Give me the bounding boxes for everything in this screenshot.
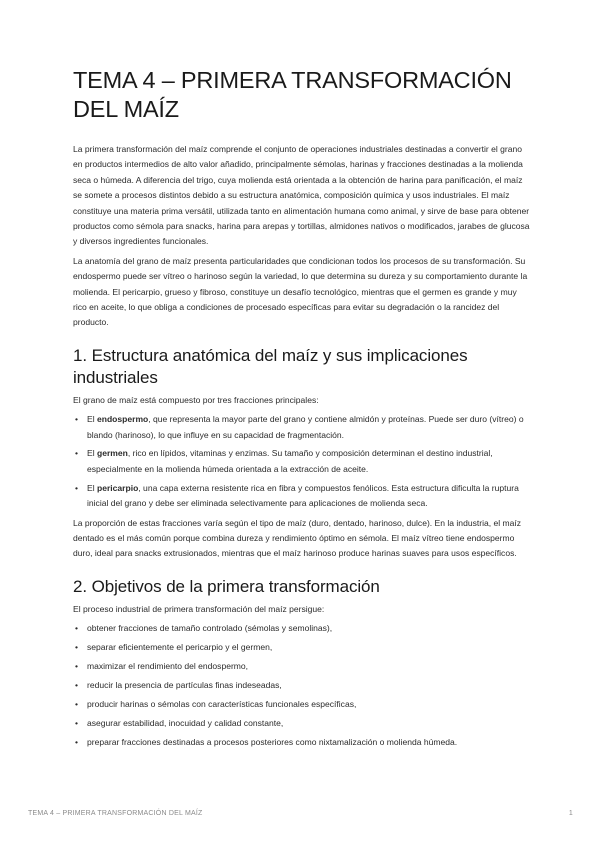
- page-footer: [28, 810, 573, 817]
- section-2-list: [73, 621, 530, 750]
- term-pericarpio: pericarpio: [96, 482, 139, 493]
- intro-paragraph-2: La anatomía del grano de maíz presenta particularidades que condicionan todos los procesos de su transformación. Su endospermo puede ser vítreo o harinoso según la variedad, lo que determina su dureza y su comportamiento durante la molienda. El pericarpio, grueso y fibroso, constituye un desafío tecnológico, mientras que el germen es grande y muy rico en aceite, lo que obliga a condiciones de procesado específicas para evitar su degradación o la rancidez del producto.: [73, 255, 528, 328]
- bullet-icon: •: [75, 737, 78, 748]
- list-item: • producir harinas o sémolas con características funcionales específicas,: [73, 697, 530, 712]
- term-germen: germen: [96, 448, 128, 459]
- list-item-pericarpio: • El pericarpio, una capa externa resistente rica en fibra y compuestos fenólicos. Esta estructura dificulta la ruptura inicial del grano y debe ser eliminada selectivamente para aplicaciones de molienda seca.: [75, 482, 519, 509]
- section-2-heading: 2. Objetivos de la primera transformación: [73, 576, 380, 596]
- section-1-heading: 1. Estructura anatómica del maíz y sus implicaciones industriales: [73, 345, 468, 387]
- list-item: • preparar fracciones destinadas a procesos posteriores como nixtamalización o molienda húmeda.: [73, 735, 530, 750]
- bullet-icon: •: [75, 661, 78, 672]
- footer-title: TEMA 4 – PRIMERA TRANSFORMACIÓN DEL MAÍZ: [28, 810, 203, 817]
- section-1-lead: El grano de maíz está compuesto por tres fracciones principales:: [73, 394, 319, 405]
- bullet-icon: •: [75, 482, 78, 493]
- bullet-icon: •: [75, 718, 78, 729]
- list-item: • obtener fracciones de tamaño controlado (sémolas y semolinas),: [73, 621, 530, 636]
- bullet-icon: •: [75, 448, 78, 459]
- section-1-list: [73, 412, 530, 511]
- bullet-icon: •: [75, 699, 78, 710]
- bullet-icon: •: [75, 414, 78, 425]
- bullet-icon: •: [75, 623, 78, 634]
- page-title: TEMA 4 – PRIMERA TRANSFORMACIÓN DEL MAÍZ: [73, 67, 512, 122]
- page-number: 1: [568, 810, 573, 817]
- list-item-endospermo: • El endospermo, que representa la mayor parte del grano y contiene almidón y proteínas. Puede ser duro (vítreo) o blando (harinoso), lo que influye en su capacidad de fragmentación.: [75, 414, 524, 440]
- list-item: • separar eficientemente el pericarpio y el germen,: [73, 640, 530, 655]
- page-content: [73, 66, 530, 755]
- list-item: • reducir la presencia de partículas finas indeseadas,: [73, 678, 530, 693]
- bullet-icon: •: [75, 642, 78, 653]
- bullet-icon: •: [75, 680, 78, 691]
- list-item: • maximizar el rendimiento del endospermo,: [73, 659, 530, 674]
- section-1-closing: La proporción de estas fracciones varía según el tipo de maíz (duro, dentado, harinoso, dulce). En la industria, el maíz dentado es el más común porque combina dureza y rendimiento óptimo en sémola. El maíz vítreo tiene endospermo duro, ideal para snacks extrusionados, mientras que el maíz harinoso produce harinas suaves para usos específicos.: [73, 517, 522, 559]
- term-endospermo: endospermo: [96, 414, 149, 425]
- list-item-germen: • El germen, rico en lípidos, vitaminas y enzimas. Su tamaño y composición determinan el destino industrial, especialmente en la molienda húmeda orientada a la extracción de aceite.: [75, 448, 493, 474]
- section-2-lead: El proceso industrial de primera transformación del maíz persigue:: [73, 603, 325, 614]
- list-item: • asegurar estabilidad, inocuidad y calidad constante,: [73, 716, 530, 731]
- intro-paragraph-1: La primera transformación del maíz comprende el conjunto de operaciones industriales destinadas a convertir el grano en productos intermedios de alto valor añadido, principalmente sémolas, harinas y fracciones destinadas a la molienda seca o húmeda. A diferencia del trigo, cuya molienda está orientada a la obtención de harina para panificación, el maíz se somete a procesos distintos debido a su estructura anatómica, composición química y usos industriales. El maíz constituye una materia prima versátil, utilizada tanto en alimentación humana como animal, y sirve de base para obtener productos como sémola para snacks, harina para arepas y tortillas, almidones nativos o modificados, jarabes de glucosa y diversos ingredientes funcionales.: [73, 144, 530, 247]
